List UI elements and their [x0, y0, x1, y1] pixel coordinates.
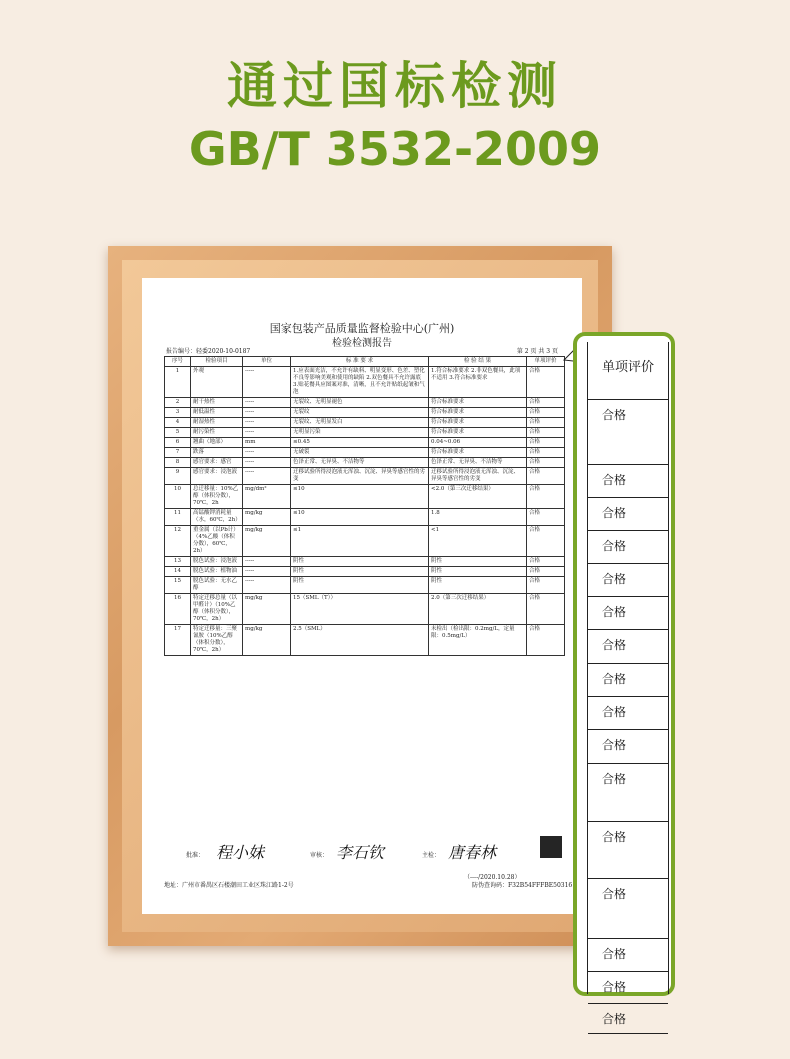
table-cell-req: ≤10 [291, 485, 429, 509]
report-organization: 国家包装产品质量监督检验中心(广州) [269, 322, 455, 335]
table-cell-unit: ----- [243, 557, 291, 567]
table-cell-req: 无破裂 [291, 448, 429, 458]
table-cell-no: 5 [165, 428, 191, 438]
table-cell-no: 16 [165, 594, 191, 625]
zoom-eval-cell: 合格 [588, 630, 668, 664]
table-cell-eval: 合格 [527, 398, 565, 408]
table-cell-eval: 合格 [527, 594, 565, 625]
report-table [164, 356, 565, 656]
table-cell-no: 14 [165, 567, 191, 577]
report-number: 报告编号：轻委2020-10-0187 [166, 348, 251, 355]
col-header: 单位 [243, 357, 291, 367]
table-cell-result: 阴性 [429, 567, 527, 577]
table-cell-eval: 合格 [527, 438, 565, 448]
table-cell-no: 1 [165, 367, 191, 398]
table-cell-no: 2 [165, 398, 191, 408]
table-cell-item: 高锰酸钾消耗量（水，60℃，2h） [191, 509, 243, 526]
approver-label: 批准： [186, 852, 205, 859]
table-cell-result: <1 [429, 526, 527, 557]
table-cell-req: 色泽正常、无异臭、不洁物等 [291, 458, 429, 468]
table-cell-req: 阴性 [291, 557, 429, 567]
table-cell-item: 耐污染性 [191, 428, 243, 438]
table-cell-req: 无裂纹、无明显褪色 [291, 398, 429, 408]
table-cell-no: 12 [165, 526, 191, 557]
inspector-signature: 唐春林 [448, 843, 497, 862]
table-cell-eval: 合格 [527, 428, 565, 438]
table-row [165, 625, 565, 656]
table-row [165, 557, 565, 567]
evaluation-zoom-callout [573, 332, 675, 1026]
table-cell-eval: 合格 [527, 485, 565, 509]
table-row [165, 458, 565, 468]
col-header: 序号 [165, 357, 191, 367]
table-row [165, 408, 565, 418]
table-row [165, 438, 565, 448]
reviewer-signature: 李石钦 [336, 843, 385, 862]
table-cell-eval: 合格 [527, 625, 565, 656]
table-cell-result: 2.0（第三次迁移结果） [429, 594, 527, 625]
table-cell-no: 13 [165, 557, 191, 567]
table-cell-req: ≤10 [291, 509, 429, 526]
table-cell-result: 阴性 [429, 577, 527, 594]
table-cell-unit: ----- [243, 458, 291, 468]
table-cell-unit: ----- [243, 408, 291, 418]
table-cell-unit: mg/kg [243, 526, 291, 557]
table-cell-unit: ----- [243, 398, 291, 408]
zoom-eval-cell: 合格 [588, 730, 668, 764]
table-row [165, 567, 565, 577]
table-cell-result: 符合标准要求 [429, 408, 527, 418]
table-cell-result: 未检出（检出限：0.2mg/L，定量限：0.5mg/L） [429, 625, 527, 656]
table-cell-result: 符合标准要求 [429, 428, 527, 438]
table-row [165, 594, 565, 625]
table-row [165, 448, 565, 458]
zoom-eval-cell: 合格 [588, 498, 668, 531]
zoom-eval-cell: 合格 [588, 465, 668, 498]
table-cell-unit: ----- [243, 448, 291, 458]
table-cell-item: 脱色试验：无水乙醇 [191, 577, 243, 594]
table-cell-eval: 合格 [527, 468, 565, 485]
table-row [165, 526, 565, 557]
table-row [165, 418, 565, 428]
col-header: 单项评价 [527, 357, 565, 367]
table-cell-eval: 合格 [527, 418, 565, 428]
table-cell-result: <2.0（第三次迁移结果） [429, 485, 527, 509]
zoom-eval-cell: 合格 [588, 564, 668, 597]
table-cell-item: 外观 [191, 367, 243, 398]
table-cell-no: 17 [165, 625, 191, 656]
zoom-eval-cell: 合格 [588, 400, 668, 465]
page-number: 第 2 页 共 3 页 [516, 348, 558, 355]
table-cell-eval: 合格 [527, 458, 565, 468]
table-cell-item: 耐湿热性 [191, 418, 243, 428]
table-cell-result: 符合标准要求 [429, 398, 527, 408]
zoom-eval-cell: 合格 [588, 822, 668, 879]
table-cell-eval: 合格 [527, 526, 565, 557]
table-cell-no: 4 [165, 418, 191, 428]
table-row [165, 398, 565, 408]
table-cell-item: 特定迁移量：三聚氰胺（10%乙醇（体积分数），70℃，2h） [191, 625, 243, 656]
table-cell-req: 无明显污染 [291, 428, 429, 438]
table-cell-req: 无裂纹、无明显发白 [291, 418, 429, 428]
table-cell-req: 无裂纹 [291, 408, 429, 418]
table-cell-req: 2.5（SML） [291, 625, 429, 656]
table-cell-item: 耐干热性 [191, 398, 243, 408]
table-cell-unit: mg/kg [243, 594, 291, 625]
zoom-header: 单项评价 [588, 342, 668, 400]
table-cell-no: 9 [165, 468, 191, 485]
table-cell-result: 阴性 [429, 557, 527, 567]
zoom-eval-cell: 合格 [588, 879, 668, 939]
table-cell-eval: 合格 [527, 567, 565, 577]
table-cell-eval: 合格 [527, 448, 565, 458]
col-header: 检验项目 [191, 357, 243, 367]
table-header-row [165, 357, 565, 367]
table-cell-unit: mm [243, 438, 291, 448]
table-cell-req: 阴性 [291, 577, 429, 594]
table-cell-req: ≤0.45 [291, 438, 429, 448]
table-cell-result: 迁移试验所得浸泡液无浑浊、沉淀、异臭等感官性的劣变 [429, 468, 527, 485]
lab-address: 地址：广州市番禺区石楼潮田工业区珠江路1-2号 [164, 882, 294, 889]
table-cell-item: 感官要求：浸泡液 [191, 468, 243, 485]
table-cell-unit: ----- [243, 428, 291, 438]
table-cell-result: 色泽正常、无异臭、不洁物等 [429, 458, 527, 468]
table-cell-item: 重金属（以Pb计）（4%乙酸（体积分数），60℃，2h） [191, 526, 243, 557]
table-cell-item: 感官要求：感官 [191, 458, 243, 468]
col-header: 检 验 结 果 [429, 357, 527, 367]
table-cell-unit: ----- [243, 567, 291, 577]
table-cell-item: 总迁移量：10%乙醇（体积分数），70℃，2h [191, 485, 243, 509]
table-cell-item: 脱色试验：浸泡液 [191, 557, 243, 567]
zoom-table [587, 342, 669, 1026]
report-name: 检验检测报告 [332, 338, 392, 349]
table-cell-result: 符合标准要求 [429, 418, 527, 428]
zoom-eval-cell: 合格 [588, 972, 668, 1004]
table-cell-item: 脱色试验：植物油 [191, 567, 243, 577]
table-cell-eval: 合格 [527, 577, 565, 594]
table-cell-eval: 合格 [527, 408, 565, 418]
table-cell-unit: mg/kg [243, 625, 291, 656]
table-cell-no: 10 [165, 485, 191, 509]
table-cell-req: ≤1 [291, 526, 429, 557]
zoom-eval-cell: 合格 [588, 697, 668, 730]
table-row [165, 367, 565, 398]
table-row [165, 509, 565, 526]
test-report-document [142, 278, 582, 914]
table-cell-no: 7 [165, 448, 191, 458]
table-cell-unit: ----- [243, 418, 291, 428]
table-cell-result: 1.8 [429, 509, 527, 526]
table-row [165, 468, 565, 485]
table-cell-no: 6 [165, 438, 191, 448]
table-cell-no: 8 [165, 458, 191, 468]
table-cell-unit: mg/kg [243, 509, 291, 526]
table-cell-req: 15（SML（T）） [291, 594, 429, 625]
table-row [165, 485, 565, 509]
inspector-label: 主检： [422, 852, 441, 859]
reviewer-label: 审核： [310, 852, 329, 859]
table-cell-item: 翘曲（地部） [191, 438, 243, 448]
standard-number: GB/T 3532-2009 [188, 122, 602, 176]
verification-code: 防伪查询码：F32B54FFFBE50316 [472, 882, 573, 889]
table-cell-unit: ----- [243, 468, 291, 485]
page-title: 通过国标检测 [227, 57, 563, 115]
zoom-eval-cell: 合格 [588, 597, 668, 630]
table-cell-eval: 合格 [527, 367, 565, 398]
zoom-eval-cell: 合格 [588, 939, 668, 972]
table-cell-result: 0.04~0.06 [429, 438, 527, 448]
table-cell-result: 符合标准要求 [429, 448, 527, 458]
qr-code-icon [540, 836, 562, 858]
zoom-eval-cell: 合格 [588, 764, 668, 822]
table-cell-no: 15 [165, 577, 191, 594]
approver-signature: 程小妹 [216, 843, 265, 862]
zoom-eval-cell: 合格 [588, 1004, 668, 1034]
table-cell-eval: 合格 [527, 557, 565, 567]
table-cell-item: 耐低温性 [191, 408, 243, 418]
col-header: 标 准 要 求 [291, 357, 429, 367]
table-cell-unit: mg/dm² [243, 485, 291, 509]
zoom-eval-cell: 合格 [588, 531, 668, 564]
table-row [165, 428, 565, 438]
table-cell-req: 阴性 [291, 567, 429, 577]
table-cell-req: 1.应表面光洁，不允许有缺料、明显变形、色差、塑化不良等影响美观和使用的缺陷 2.双色餐具不允许露底 3.贴花餐具应图案对准，清晰，且不允许贴纸起皱和气泡 [291, 367, 429, 398]
report-date: （----/2020.10.28） [464, 874, 521, 881]
table-cell-unit: ----- [243, 367, 291, 398]
table-cell-req: 迁移试验所得浸泡液无浑浊、沉淀、异臭等感官性的劣变 [291, 468, 429, 485]
table-cell-result: 1.符合标准要求 2.非双色餐具，此项不适用 3.符合标准要求 [429, 367, 527, 398]
table-cell-item: 特定迁移总量（以甲醛计）（10%乙醇（体积分数），70℃，2h） [191, 594, 243, 625]
signature-row [166, 838, 566, 868]
table-cell-eval: 合格 [527, 509, 565, 526]
table-cell-no: 11 [165, 509, 191, 526]
table-cell-unit: ----- [243, 577, 291, 594]
table-cell-no: 3 [165, 408, 191, 418]
zoom-eval-cell: 合格 [588, 664, 668, 697]
table-cell-item: 跌落 [191, 448, 243, 458]
table-row [165, 577, 565, 594]
